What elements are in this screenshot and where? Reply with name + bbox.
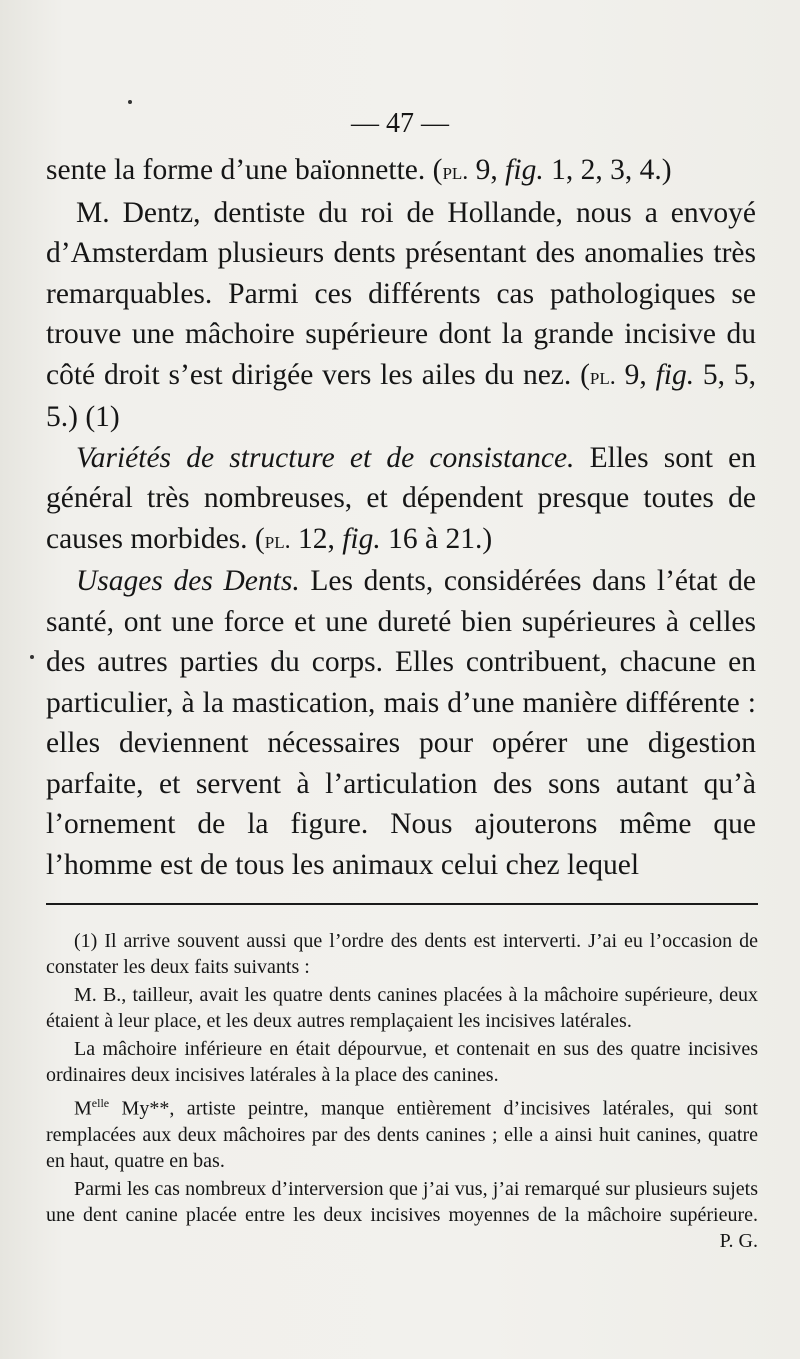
p3-text: Elles sont en général très nombreuses, et dépendent presque toutes de causes morbides. ( — [46, 441, 756, 555]
p1-ref-fig: fig. — [505, 154, 544, 186]
footnote-case-1: M. B., tailleur, avait les quatre dents canines placées à la mâchoire supérieure, deux étaient à leur place, et les deux autres remplaçaient les incisives latérales. — [46, 984, 758, 1032]
p1-ref-num: 9, — [468, 154, 506, 186]
p3-ref-fig: fig. — [342, 522, 381, 555]
mlle-superscript: elle — [91, 1096, 110, 1110]
footnote-case-2-text: My**, artiste peintre, manque entièrement d’incisives latérales, qui sont remplacées aux deux mâchoires par des dents canines ; elle a ainsi huit canines, quatre en haut, quatre en bas. — [46, 1097, 758, 1172]
ink-speck — [128, 100, 132, 104]
paragraph-1 — [46, 150, 756, 193]
footnote-case-2 — [46, 1090, 758, 1174]
p2-ref-fig: fig. — [655, 358, 695, 391]
footnote-signature: P. G. — [719, 1229, 758, 1252]
p2-ref-num: 9, — [615, 358, 656, 391]
page-number: — 47 — — [351, 108, 449, 139]
p2-ref-pl: pl. — [589, 363, 616, 390]
ink-speck — [30, 655, 34, 659]
footnote-conclusion-text: Parmi les cas nombreux d’interversion que j’ai vus, j’ai remarqué sur plusieurs sujets une dent canine placée entre les deux incisives moyennes de la mâchoire supérieure. — [46, 1177, 758, 1226]
paragraph-3 — [46, 438, 756, 562]
mlle-prefix: M — [74, 1097, 92, 1120]
p3-ref-tail: 16 à 21.) — [380, 522, 493, 555]
p1-ref-tail: 1, 2, 3, 4.) — [543, 154, 672, 186]
p1-ref-pl: pl. — [442, 159, 469, 185]
footnote-case-1-detail: La mâchoire inférieure en était dépourvue, et contenait en sus des quatre incisives ordinaires deux incisives latérales à la place des canines. — [46, 1038, 758, 1086]
paragraph-4 — [46, 561, 756, 885]
p3-ref-pl: pl. — [264, 527, 291, 554]
p1-text: sente la forme d’une baïonnette. ( — [46, 154, 443, 186]
p3-heading: Variétés de structure et de consistance. — [76, 441, 575, 474]
paragraph-2 — [46, 193, 756, 438]
footnotes — [46, 928, 758, 1254]
p4-heading: Usages des Dents. — [76, 565, 300, 597]
p4-text: Les dents, considérées dans l’état de santé, ont une force et une dureté bien supérieures à celles des autres parties du corps. Elles contribuent, chacune en particulier, à la mastication, mais d’une manière différente : elles deviennent nécessaires pour opérer une digestion parfaite, et servent à l’articulation des sons autant qu’à l’ornement de la figure. Nous ajouterons même que l’homme est de tous les animaux celui chez lequel — [46, 565, 756, 881]
footnote-1: (1) Il arrive souvent aussi que l’ordre des dents est interverti. J’ai eu l’occasion de constater les deux faits suivants : — [46, 930, 758, 978]
main-text — [46, 150, 756, 885]
footnote-conclusion — [46, 1176, 758, 1252]
p2-ref-tail: 5, 5, 5.) (1) — [46, 358, 757, 433]
p3-ref-num: 12, — [290, 522, 343, 555]
p2-text: M. Dentz, dentiste du roi de Hollande, nous a envoyé d’Amsterdam plusieurs dents présentant des anomalies très remarquables. Parmi ces différents cas pathologiques se trouve une mâchoire supérieure dont la grande incisive du côté droit s’est dirigée vers les ailes du nez. ( — [46, 196, 756, 391]
footnote-rule — [46, 903, 758, 905]
